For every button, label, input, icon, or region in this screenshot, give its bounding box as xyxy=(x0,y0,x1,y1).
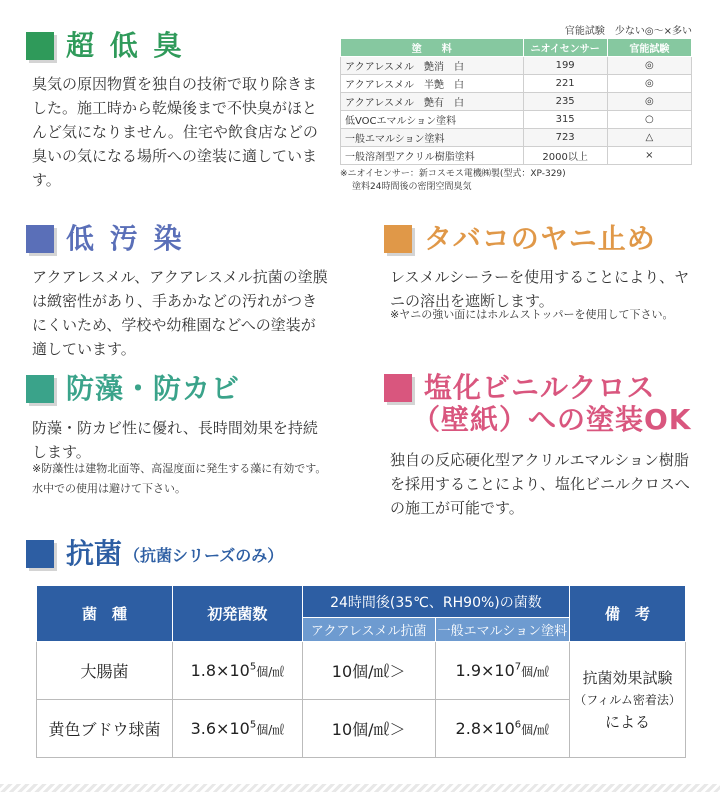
anti-result2 xyxy=(435,700,569,758)
anti-species: 大腸菌 xyxy=(37,642,173,700)
bottom-border xyxy=(0,784,720,792)
odor-note xyxy=(340,168,692,194)
anti-result2 xyxy=(435,642,569,700)
anti-header-sub2: 一般エマルション塗料 xyxy=(435,618,569,642)
low-stain-body: アクアレスメル、アクアレスメル抗菌の塗膜は緻密性があり、手あかなどの汚れがつきにくいため、学校や幼稚園などへの塗装が適しています。 xyxy=(32,268,328,358)
odor-sensor-value: 315 xyxy=(523,111,607,129)
antialgae-heading xyxy=(26,372,241,405)
anti-remark-line1: 抗菌効果試験 xyxy=(582,668,673,687)
antibacterial-table xyxy=(36,585,686,758)
odor-paint-name: 低VOCエマルション塗料 xyxy=(341,111,524,129)
table-row xyxy=(37,642,686,700)
navy-square-icon xyxy=(26,540,54,568)
anti-result2-exp: 7 xyxy=(514,661,522,673)
odor-table-header xyxy=(341,39,692,57)
anti-result2-unit: 個/㎖ xyxy=(521,723,550,737)
teal-square-icon xyxy=(26,375,54,403)
odor-header-sensor: ニオイセンサー xyxy=(523,39,607,57)
vinyl-title-line2: （壁紙）への塗装OK xyxy=(412,403,692,436)
odor-table-block xyxy=(340,22,692,194)
tobacco-note: ※ヤニの強い面にはホルムストッパーを使用して下さい。 xyxy=(390,308,674,321)
anti-initial-unit: 個/㎖ xyxy=(256,723,285,737)
odor-sensory-mark: × xyxy=(607,147,691,165)
table-row xyxy=(341,93,692,111)
low-odor-title: 超 低 臭 xyxy=(66,29,185,62)
antialgae-body: 防藻・防カビ性に優れ、長時間効果を持続します。 xyxy=(32,419,318,461)
anti-initial-exp: 5 xyxy=(249,719,257,731)
odor-sensory-mark: △ xyxy=(607,129,691,147)
anti-initial-unit: 個/㎖ xyxy=(256,665,285,679)
anti-result2-base: 1.9×10 xyxy=(455,661,515,680)
anti-species: 黄色ブドウ球菌 xyxy=(37,700,173,758)
blue-square-icon xyxy=(26,225,54,253)
tobacco-title: タバコのヤニ止め xyxy=(424,222,656,255)
anti-initial xyxy=(173,700,303,758)
odor-note-line1: ※ニオイセンサー：新コスモス電機㈱製(型式：XP-329) xyxy=(340,169,566,179)
table-row xyxy=(341,147,692,165)
odor-paint-name: アクアレスメル 半艶 白 xyxy=(341,75,524,93)
low-stain-title: 低 汚 染 xyxy=(66,222,185,255)
anti-remark-line3: による xyxy=(605,712,651,731)
green-square-icon xyxy=(26,32,54,60)
odor-sensory-mark: ◎ xyxy=(607,57,691,75)
antibacterial-heading xyxy=(26,537,284,570)
table-row xyxy=(341,111,692,129)
low-odor-heading xyxy=(26,29,185,62)
low-stain-heading xyxy=(26,222,185,255)
anti-result1: 10個/㎖＞ xyxy=(302,700,435,758)
tobacco-heading xyxy=(384,222,656,255)
odor-paint-name: アクアレスメル 艶有 白 xyxy=(341,93,524,111)
orange-square-icon xyxy=(384,225,412,253)
antibacterial-title: 抗菌 xyxy=(66,537,123,570)
anti-header-after: 24時間後(35℃、RH90%)の菌数 xyxy=(302,586,569,618)
pink-square-icon xyxy=(384,374,412,402)
vinyl-body: 独自の反応硬化型アクリルエマルション樹脂を採用することにより、塩化ビニルクロスへの施工が可能です。 xyxy=(390,451,690,517)
anti-result1: 10個/㎖＞ xyxy=(302,642,435,700)
odor-table xyxy=(340,38,692,165)
odor-note-line2: 塗料24時間後の密閉空間臭気 xyxy=(352,182,472,192)
odor-paint-name: 一般溶剤型アクリル樹脂塗料 xyxy=(341,147,524,165)
low-odor-body: 臭気の原因物質を独自の技術で取り除きました。施工時から乾燥後まで不快臭がほとんど気になりません。住宅や飲食店などの臭いの気になる場所への塗装に適しています。 xyxy=(32,75,318,189)
anti-header-species: 菌 種 xyxy=(37,586,173,642)
anti-initial-base: 1.8×10 xyxy=(190,661,250,680)
anti-initial-exp: 5 xyxy=(249,661,257,673)
odor-header-sensory: 官能試験 xyxy=(607,39,691,57)
anti-result2-base: 2.8×10 xyxy=(455,719,515,738)
odor-sensor-value: 723 xyxy=(523,129,607,147)
anti-header-initial: 初発菌数 xyxy=(173,586,303,642)
odor-sensor-value: 2000以上 xyxy=(523,147,607,165)
odor-header-paint: 塗 料 xyxy=(341,39,524,57)
table-row xyxy=(341,57,692,75)
antialgae-note: ※防藻性は建物北面等、高湿度面に発生する藻に有効です。水中での使用は避けて下さい。 xyxy=(32,462,327,495)
anti-remark-line2: （フィルム密着法） xyxy=(574,692,681,707)
table-row xyxy=(341,129,692,147)
anti-initial-base: 3.6×10 xyxy=(190,719,250,738)
odor-sensor-value: 199 xyxy=(523,57,607,75)
odor-sensory-mark: ◎ xyxy=(607,75,691,93)
odor-sensor-value: 235 xyxy=(523,93,607,111)
anti-initial xyxy=(173,642,303,700)
odor-sensory-mark: ◎ xyxy=(607,93,691,111)
odor-sensory-mark: ○ xyxy=(607,111,691,129)
anti-remark xyxy=(570,642,686,758)
anti-result2-exp: 6 xyxy=(514,719,522,731)
antialgae-title: 防藻・防カビ xyxy=(66,372,241,405)
odor-legend: 官能試験 少ない◎〜×多い xyxy=(564,26,692,37)
vinyl-heading xyxy=(384,371,656,404)
anti-header-row xyxy=(37,586,686,618)
odor-sensor-value: 221 xyxy=(523,75,607,93)
odor-paint-name: 一般エマルション塗料 xyxy=(341,129,524,147)
table-row xyxy=(341,75,692,93)
anti-header-sub1: アクアレスメル抗菌 xyxy=(302,618,435,642)
anti-header-remark: 備 考 xyxy=(570,586,686,642)
antibacterial-subtitle: （抗菌シリーズのみ） xyxy=(124,545,284,565)
tobacco-body: レスメルシーラーを使用することにより、ヤニの溶出を遮断します。 xyxy=(390,268,690,310)
odor-paint-name: アクアレスメル 艶消 白 xyxy=(341,57,524,75)
anti-result2-unit: 個/㎖ xyxy=(521,665,550,679)
vinyl-title-line1: 塩化ビニルクロス xyxy=(424,371,656,404)
